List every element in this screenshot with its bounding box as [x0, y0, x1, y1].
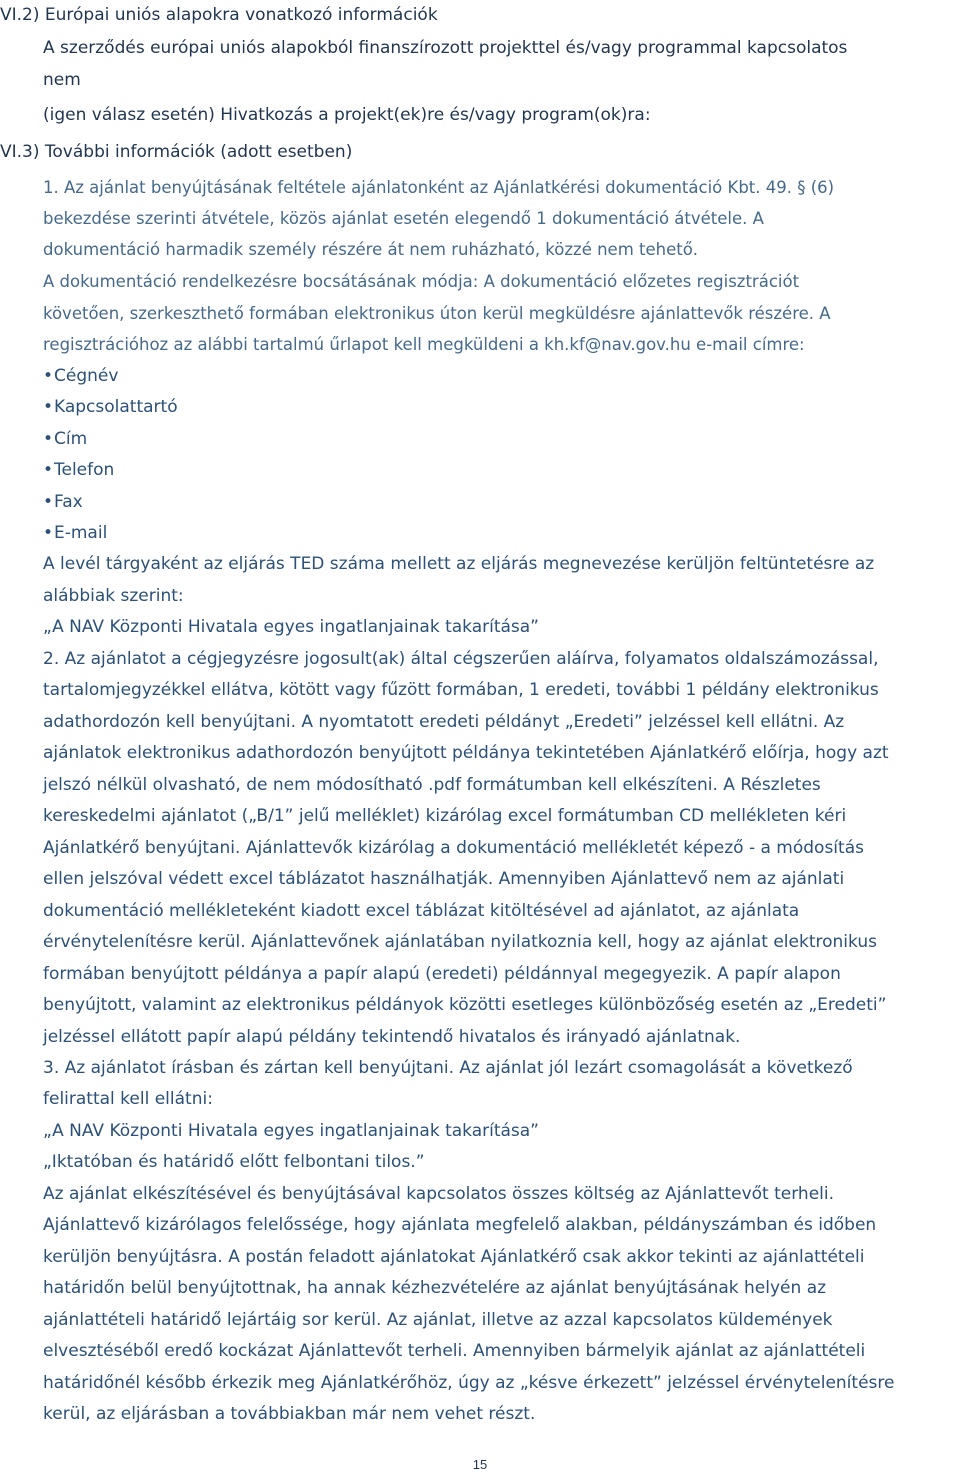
- list-item: • Cím: [43, 424, 87, 455]
- text-line: A levél tárgyaként az eljárás TED száma mellett az eljárás megnevezése kerüljön feltüntetésre az: [43, 554, 875, 574]
- text-line: nem: [43, 70, 81, 90]
- text-line: formában benyújtott példánya a papír alapú (eredeti) példánnyal megegyezik. A papír alapon: [43, 964, 841, 984]
- quoted-title: „A NAV Központi Hivatala egyes ingatlanjainak takarítása”: [43, 1121, 539, 1141]
- text-line: követően, szerkeszthető formában elektronikus úton kerül megküldésre ajánlattevők részére. A: [43, 304, 831, 323]
- page-number: 15: [472, 1457, 488, 1472]
- text-line: határidőn belül benyújtottnak, ha annak kézhezvételére az ajánlat benyújtásának helyén az: [43, 1278, 827, 1298]
- text-line: Ajánlattevő kizárólagos felelőssége, hogy ajánlata megfelelő alakban, példányszámban és időben: [43, 1215, 877, 1235]
- quoted-title: „A NAV Központi Hivatala egyes ingatlanjainak takarítása”: [43, 617, 539, 637]
- text-line: jelzéssel ellátott papír alapú példány tekintendő hivatalos és irányadó ajánlatnak.: [43, 1027, 741, 1047]
- text-line: 2. Az ajánlatot a cégjegyzésre jogosult(ak) által cégszerűen aláírva, folyamatos oldalszámozással,: [43, 649, 879, 669]
- section-heading-vi2: VI.2) Európai uniós alapokra vonatkozó információk: [0, 5, 438, 25]
- list-item: • Cégnév: [43, 361, 118, 392]
- text-line: jelszó nélkül olvasható, de nem módosítható .pdf formátumban kell elkészíteni. A Részletes: [43, 775, 821, 795]
- text-line: tartalomjegyzékkel ellátva, kötött vagy fűzött formában, 1 eredeti, további 1 példány elektronikus: [43, 680, 879, 700]
- text-line: kereskedelmi ajánlatot („B/1” jelű melléklet) kizárólag excel formátumban CD mellékleten kéri: [43, 806, 847, 826]
- text-line: ajánlattételi határidő lejártáig sor kerül. Az ajánlat, illetve az azzal kapcsolatos küldemények: [43, 1310, 833, 1330]
- text-line: regisztrációhoz az alábbi tartalmú űrlapot kell megküldeni a kh.kf@nav.gov.hu e-mail címre:: [43, 335, 805, 354]
- text-line: benyújtott, valamint az elektronikus példányok közötti esetleges különbözőség esetén az „Eredeti”: [43, 995, 887, 1015]
- text-line: 1. Az ajánlat benyújtásának feltétele ajánlatonként az Ajánlatkérési dokumentáció Kbt. 49. § (6): [43, 178, 835, 197]
- text-line: felirattal kell ellátni:: [43, 1089, 213, 1109]
- list-item: • Fax: [43, 487, 83, 518]
- text-line: dokumentáció harmadik személy részére át nem ruházható, közzé nem tehető.: [43, 240, 699, 259]
- list-item: • E-mail: [43, 518, 107, 549]
- text-line: dokumentáció mellékleteként kiadott excel táblázat kitöltésével ad ajánlatot, az ajánlata: [43, 901, 800, 921]
- quoted-label: „Iktatóban és határidő előtt felbontani tilos.”: [43, 1152, 425, 1172]
- text-line: elvesztéséből eredő kockázat Ajánlattevőt terheli. Amennyiben bármelyik ajánlat az ajánlattételi: [43, 1341, 866, 1361]
- text-line: alábbiak szerint:: [43, 586, 184, 606]
- text-line: határidőnél később érkezik meg Ajánlatkérőhöz, úgy az „késve érkezett” jelzéssel érvénytelenítésre: [43, 1373, 895, 1393]
- text-line: érvénytelenítésre kerül. Ajánlattevőnek ajánlatában nyilatkoznia kell, hogy az ajánlat elektronikus: [43, 932, 877, 952]
- text-line: adathordozón kell benyújtani. A nyomtatott eredeti példányt „Eredeti” jelzéssel kell ellátni. Az: [43, 712, 845, 732]
- text-line: ellen jelszóval védett excel táblázatot használhatják. Amennyiben Ajánlattevő nem az ajánlati: [43, 869, 845, 889]
- text-line: Ajánlatkérő benyújtani. Ajánlattevők kizárólag a dokumentáció mellékletét képező - a módosítás: [43, 838, 864, 858]
- list-item: • Telefon: [43, 455, 114, 486]
- text-line: kerüljön benyújtásra. A postán feladott ajánlatokat Ajánlatkérő csak akkor tekinti az ajánlattételi: [43, 1247, 865, 1267]
- text-line: bekezdése szerinti átvétele, közös ajánlat esetén elegendő 1 dokumentáció átvétele. A: [43, 209, 764, 228]
- text-line: (igen válasz esetén) Hivatkozás a projekt(ek)re és/vagy program(ok)ra:: [43, 105, 651, 125]
- text-line: ajánlatok elektronikus adathordozón benyújtott példánya tekintetében Ajánlatkérő előírja, hogy azt: [43, 743, 889, 763]
- text-line: 3. Az ajánlatot írásban és zártan kell benyújtani. Az ajánlat jól lezárt csomagolását a következő: [43, 1058, 853, 1078]
- section-heading-vi3: VI.3) További információk (adott esetben): [0, 142, 353, 162]
- text-line: Az ajánlat elkészítésével és benyújtásával kapcsolatos összes költség az Ajánlattevőt terheli.: [43, 1184, 835, 1204]
- list-item: • Kapcsolattartó: [43, 392, 178, 423]
- text-line: kerül, az eljárásban a továbbiakban már nem vehet részt.: [43, 1404, 536, 1424]
- text-line: A szerződés európai uniós alapokból finanszírozott projekttel és/vagy programmal kapcsolatos: [43, 38, 848, 58]
- text-line: A dokumentáció rendelkezésre bocsátásának módja: A dokumentáció előzetes regisztrációt: [43, 272, 800, 291]
